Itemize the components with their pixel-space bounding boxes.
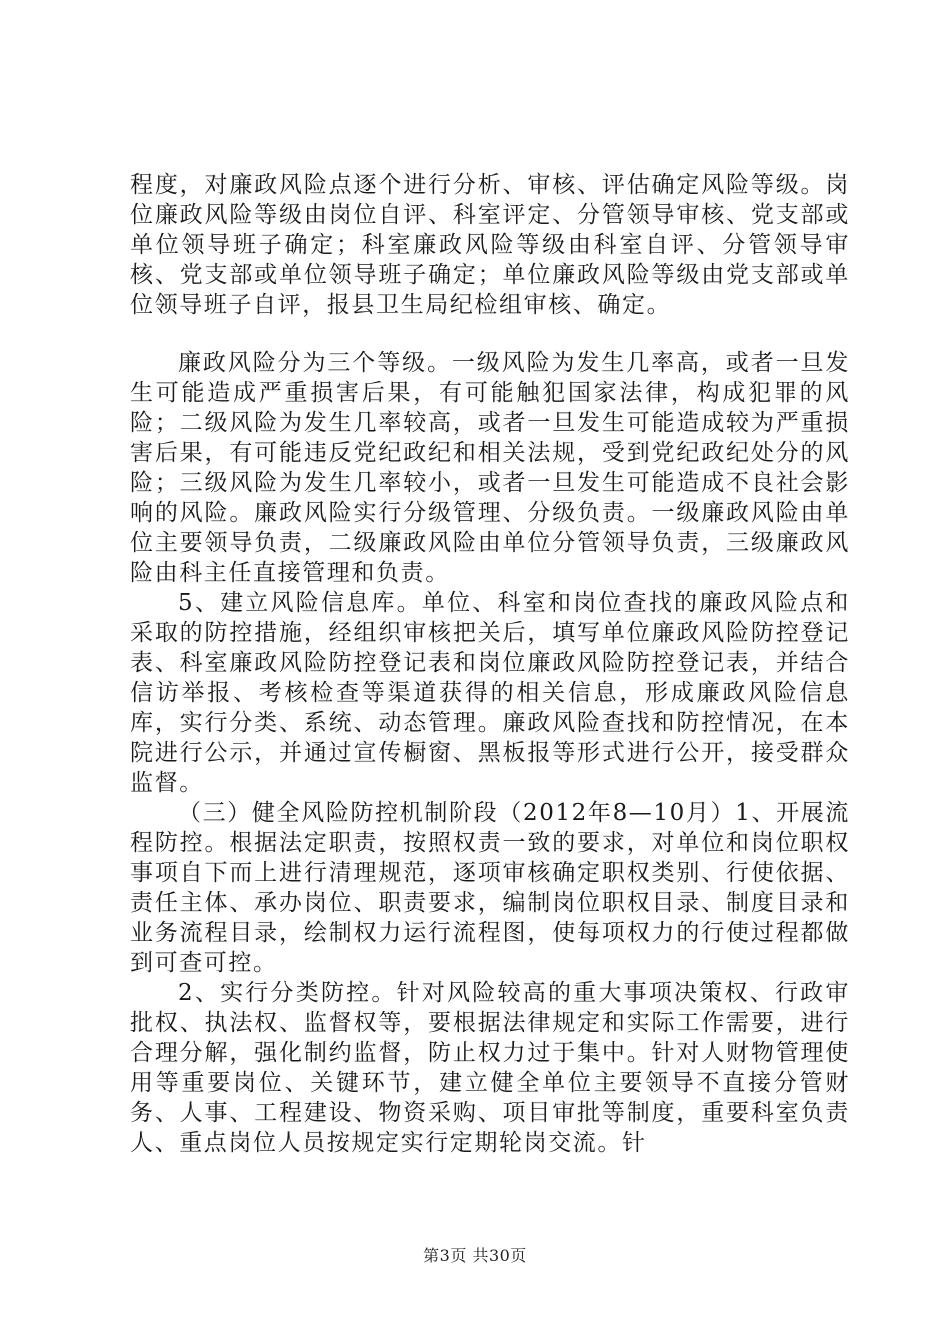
paragraph-classified-control: 2、实行分类防控。针对风险较高的重大事项决策权、行政审批权、执法权、监督权等，要根据法律规定和实际工作需要，进行合理分解，强化制约监督，防止权力过于集中。针对人财物管理使用等重要岗位、关键环节，建立健全单位主要领导不直接分管财务、人事、工程建设、物资采购、项目审批等制度，重要科室负责人、重点岗位人员按规定实行定期轮岗交流。针 <box>130 980 850 1156</box>
paragraph-spacer <box>130 320 850 348</box>
page-number-footer: 第3页 共30页 <box>423 1246 527 1265</box>
paragraph-risk-assessment: 程度，对廉政风险点逐个进行分析、审核、评估确定风险等级。岗位廉政风险等级由岗位自评、科室评定、分管领导审核、党支部或单位领导班子确定；科室廉政风险等级由科室自评、分管领导审核、党支部或单位领导班子确定；单位廉政风险等级由党支部或单位领导班子自评，报县卫生局纪检组审核、确定。 <box>130 172 850 318</box>
paragraph-risk-database: 5、建立风险信息库。单位、科室和岗位查找的廉政风险点和采取的防控措施，经组织审核把关后，填写单位廉政风险防控登记表、科室廉政风险防控登记表和岗位廉政风险防控登记表，并结合信访举报、考核检查等渠道获得的相关信息，形成廉政风险信息库，实行分类、系统、动态管理。廉政风险查找和防控情况，在本院进行公示，并通过宣传橱窗、黑板报等形式进行公开，接受群众监督。 <box>130 590 850 796</box>
document-body <box>130 170 850 1158</box>
paragraph-control-mechanism: （三）健全风险防控机制阶段（2012年8—10月）1、开展流程防控。根据法定职责，按照权责一致的要求，对单位和岗位职权事项自下而上进行清理规范，逐项审核确定职权类别、行使依据、责任主体、承办岗位、职责要求，编制岗位职权目录、制度目录和业务流程目录，绘制权力运行流程图，使每项权力的行使过程都做到可查可控。 <box>130 800 850 976</box>
paragraph-risk-levels: 廉政风险分为三个等级。一级风险为发生几率高，或者一旦发生可能造成严重损害后果，有可能触犯国家法律，构成犯罪的风险；二级风险为发生几率较高，或者一旦发生可能造成较为严重损害后果，有可能违反党纪政纪和相关法规，受到党纪政纪处分的风险；三级风险为发生几率较小，或者一旦发生可能造成不良社会影响的风险。廉政风险实行分级管理、分级负责。一级廉政风险由单位主要领导负责，二级廉政风险由单位分管领导负责，三级廉政风险由科主任直接管理和负责。 <box>130 350 850 586</box>
